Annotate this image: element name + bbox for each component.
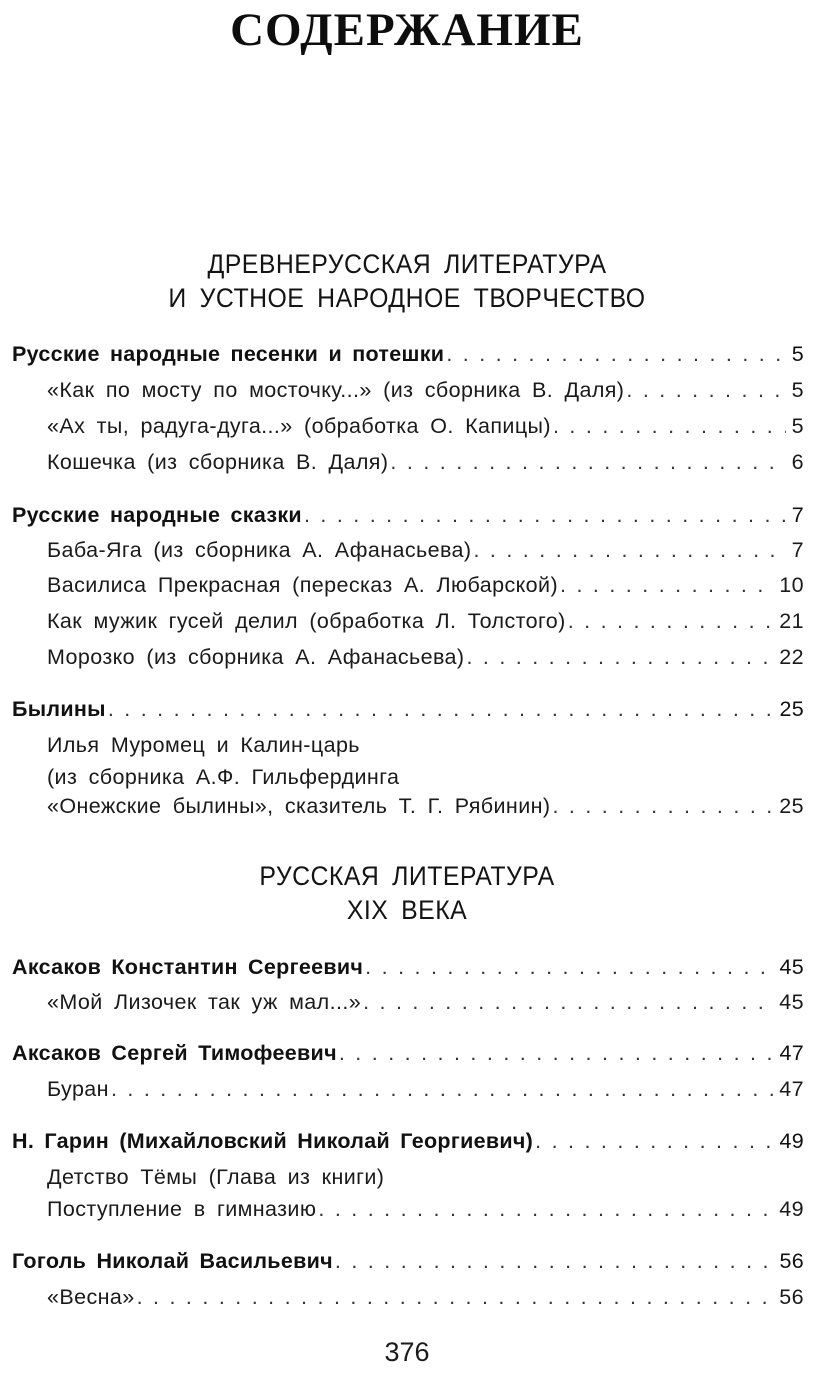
- toc-group-entry[interactable]: [12, 952, 804, 982]
- toc-item-entry[interactable]: [47, 1194, 804, 1224]
- toc-page-ref: 25: [779, 794, 804, 818]
- leader-dots: [111, 1074, 773, 1104]
- toc-page-ref: 5: [791, 378, 804, 402]
- leader-dots: [568, 606, 774, 636]
- toc-item-title: Морозко (из сборника А. Афанасьева): [47, 645, 465, 669]
- toc-group-title: Былины: [12, 697, 106, 721]
- toc-page-ref: 49: [779, 1129, 804, 1153]
- toc-page-ref: 5: [791, 414, 804, 438]
- toc-item-title: «Онежские былины», сказитель Т. Г. Рябинин): [47, 794, 551, 818]
- toc-group-title: Гоголь Николай Васильевич: [12, 1249, 333, 1273]
- toc-page-ref: 45: [779, 955, 804, 979]
- toc-item-entry[interactable]: [47, 987, 804, 1017]
- toc-page-ref: 5: [791, 342, 804, 366]
- toc-group-entry[interactable]: [12, 694, 804, 724]
- toc-group-title: Аксаков Сергей Тимофеевич: [12, 1041, 337, 1065]
- toc-item-title: Буран: [47, 1077, 109, 1101]
- toc-item-entry[interactable]: [47, 1282, 804, 1312]
- toc-item-entry[interactable]: [47, 375, 804, 405]
- toc-group-entry[interactable]: [12, 1126, 804, 1156]
- toc-page-ref: 56: [779, 1285, 804, 1309]
- leader-dots: [626, 375, 785, 405]
- toc-item-line: (из сборника А.Ф. Гильфердинга: [47, 765, 400, 789]
- toc-group-entry[interactable]: [12, 339, 804, 369]
- toc-page-ref: 21: [779, 609, 804, 633]
- toc-page-ref: 47: [779, 1041, 804, 1065]
- leader-dots: [363, 987, 773, 1017]
- section-heading-line: РУССКАЯ ЛИТЕРАТУРА: [259, 861, 555, 891]
- toc-item-entry[interactable]: [47, 606, 804, 636]
- leader-dots: [318, 1194, 773, 1224]
- toc-item-entry[interactable]: [47, 447, 804, 477]
- toc-item-line: Илья Муромец и Калин-царь: [47, 733, 360, 757]
- toc-group-title: Русские народные песенки и потешки: [12, 342, 445, 366]
- section-heading-line: ДРЕВНЕРУССКАЯ ЛИТЕРАТУРА: [207, 249, 607, 279]
- toc-group-entry[interactable]: [12, 1246, 804, 1276]
- toc-item-line: Детство Тёмы (Глава из книги): [47, 1165, 385, 1189]
- toc-page-ref: 56: [779, 1249, 804, 1273]
- toc-page-ref: 6: [791, 450, 804, 474]
- toc-page-ref: 47: [779, 1077, 804, 1101]
- page-number: 376: [384, 1337, 430, 1367]
- leader-dots: [304, 500, 786, 530]
- leader-dots: [553, 411, 786, 441]
- toc-page-ref: 7: [791, 503, 804, 527]
- section-heading-line: И УСТНОЕ НАРОДНОЕ ТВОРЧЕСТВО: [168, 283, 646, 313]
- toc-item-title: Баба-Яга (из сборника А. Афанасьева): [47, 538, 472, 562]
- toc-page-ref: 25: [779, 697, 804, 721]
- toc-item-title: Поступление в гимназию: [47, 1197, 317, 1221]
- toc-page-ref: 49: [779, 1197, 804, 1221]
- leader-dots: [473, 535, 785, 565]
- toc-page-ref: 7: [791, 538, 804, 562]
- toc-item-entry[interactable]: [47, 791, 804, 821]
- toc-group-title: Н. Гарин (Михайловский Николай Георгиевич): [12, 1129, 534, 1153]
- toc-item-entry[interactable]: [47, 411, 804, 441]
- toc-item-title: «Ах ты, радуга-дуга...» (обработка О. Капицы): [47, 414, 551, 438]
- toc-group-entry[interactable]: [12, 1038, 804, 1068]
- page-title: СОДЕРЖАНИЕ: [230, 4, 584, 56]
- toc-item-title: «Мой Лизочек так уж мал...»: [47, 990, 362, 1014]
- section-heading-line: XIX ВЕКА: [346, 895, 468, 925]
- leader-dots: [466, 642, 773, 672]
- toc-item-entry[interactable]: [47, 1074, 804, 1104]
- toc-item-title: Василиса Прекрасная (пересказ А. Любарской): [47, 573, 559, 597]
- toc-item-entry[interactable]: [47, 570, 804, 600]
- leader-dots: [137, 1282, 774, 1312]
- toc-item-title: Кошечка (из сборника В. Даля): [47, 450, 389, 474]
- leader-dots: [108, 694, 774, 724]
- toc-item-entry[interactable]: [47, 535, 804, 565]
- leader-dots: [365, 952, 773, 982]
- toc-page-ref: 45: [779, 990, 804, 1014]
- toc-page-ref: 22: [779, 645, 804, 669]
- leader-dots: [552, 791, 773, 821]
- leader-dots: [446, 339, 785, 369]
- toc-page-ref: 10: [779, 573, 804, 597]
- leader-dots: [560, 570, 773, 600]
- toc-item-title: «Как по мосту по мосточку...» (из сборника В. Даля): [47, 378, 625, 402]
- toc-item-title: «Весна»: [47, 1285, 135, 1309]
- toc-group-title: Аксаков Константин Сергеевич: [12, 955, 364, 979]
- leader-dots: [390, 447, 785, 477]
- toc-group-title: Русские народные сказки: [12, 503, 302, 527]
- leader-dots: [535, 1126, 773, 1156]
- leader-dots: [339, 1038, 774, 1068]
- leader-dots: [335, 1246, 774, 1276]
- toc-item-title: Как мужик гусей делил (обработка Л. Толстого): [47, 609, 566, 633]
- toc-item-entry[interactable]: [47, 642, 804, 672]
- toc-group-entry[interactable]: [12, 500, 804, 530]
